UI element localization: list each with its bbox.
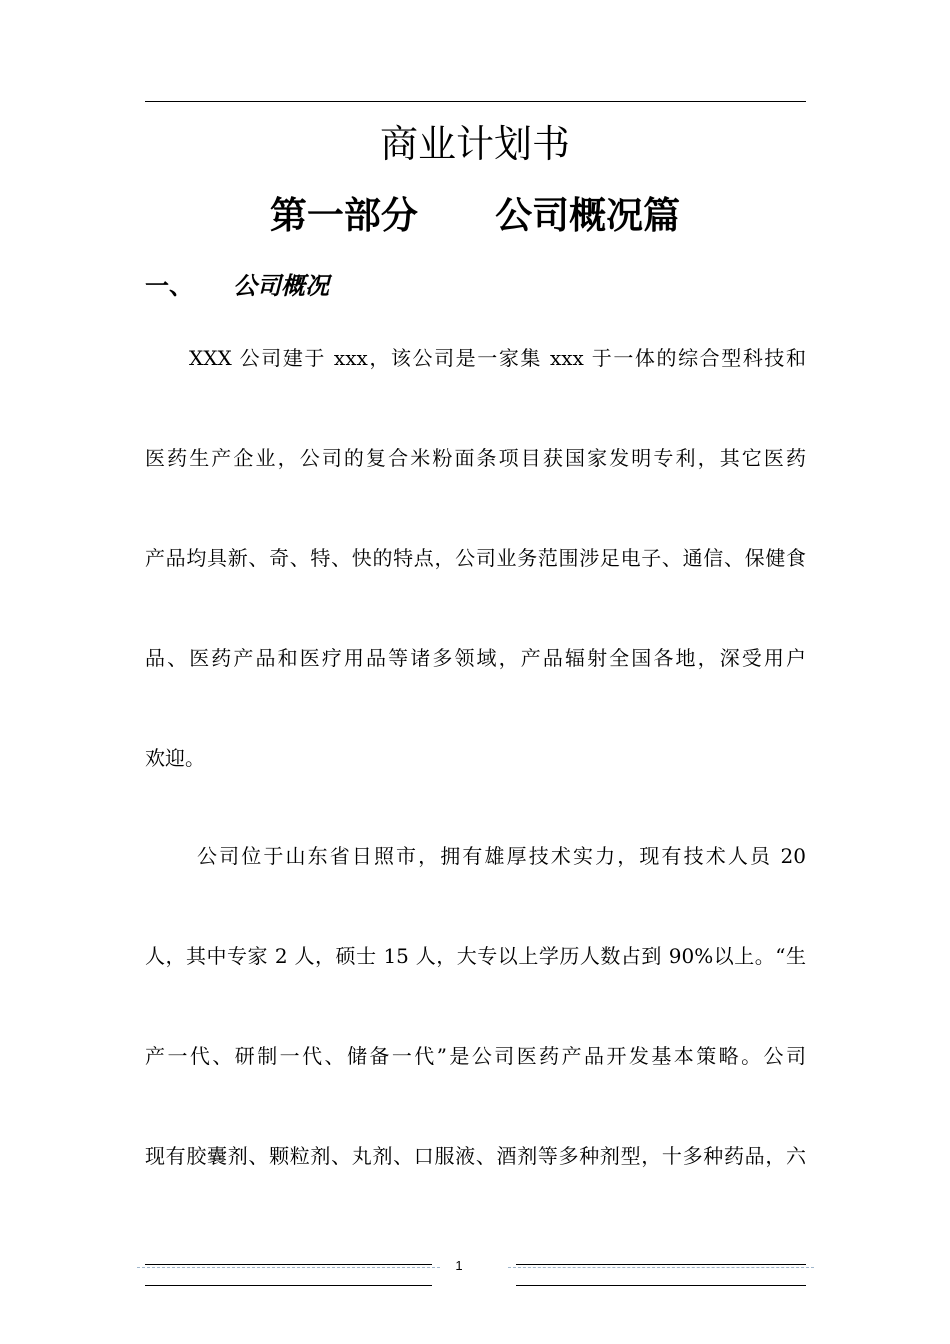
footer-dash-right — [508, 1267, 814, 1268]
paragraph-line: 品、医药产品和医疗用品等诸多领域，产品辐射全国各地，深受用户 — [145, 646, 806, 670]
footer-rule-right-bottom — [516, 1285, 806, 1286]
paragraph-line: 现有胶囊剂、颗粒剂、丸剂、口服液、酒剂等多种剂型，十多种药品，六 — [145, 1144, 806, 1168]
part-title: 第一部分 公司概况篇 — [269, 193, 681, 237]
page-number: 1 — [455, 1258, 463, 1273]
paragraph-line: 公司位于山东省日照市，拥有雄厚技术实力，现有技术人员 20 — [197, 844, 806, 868]
section-number: 一、 — [145, 272, 193, 300]
footer-dash-left — [137, 1267, 440, 1268]
paragraph-line: 医药生产企业，公司的复合米粉面条项目获国家发明专利，其它医药 — [145, 446, 806, 470]
footer-rule-left-top — [145, 1264, 432, 1265]
paragraph-line: XXX 公司建于 xxx，该公司是一家集 xxx 于一体的综合型科技和 — [189, 346, 806, 370]
page-footer — [0, 1255, 950, 1295]
paragraph-line: 欢迎。 — [145, 746, 205, 770]
paragraph-line: 人，其中专家 2 人，硕士 15 人，大专以上学历人数占到 90%以上。“生 — [145, 944, 806, 968]
header-rule — [145, 101, 806, 102]
footer-rule-left-bottom — [145, 1285, 432, 1286]
document-title: 商业计划书 — [379, 122, 570, 166]
section-heading — [145, 266, 329, 306]
section-title: 公司概况 — [233, 272, 329, 300]
paragraph-line: 产一代、研制一代、储备一代”是公司医药产品开发基本策略。公司 — [145, 1044, 806, 1068]
paragraph-line: 产品均具新、奇、特、快的特点，公司业务范围涉足电子、通信、保健食 — [145, 546, 806, 570]
footer-rule-right-top — [516, 1264, 806, 1265]
